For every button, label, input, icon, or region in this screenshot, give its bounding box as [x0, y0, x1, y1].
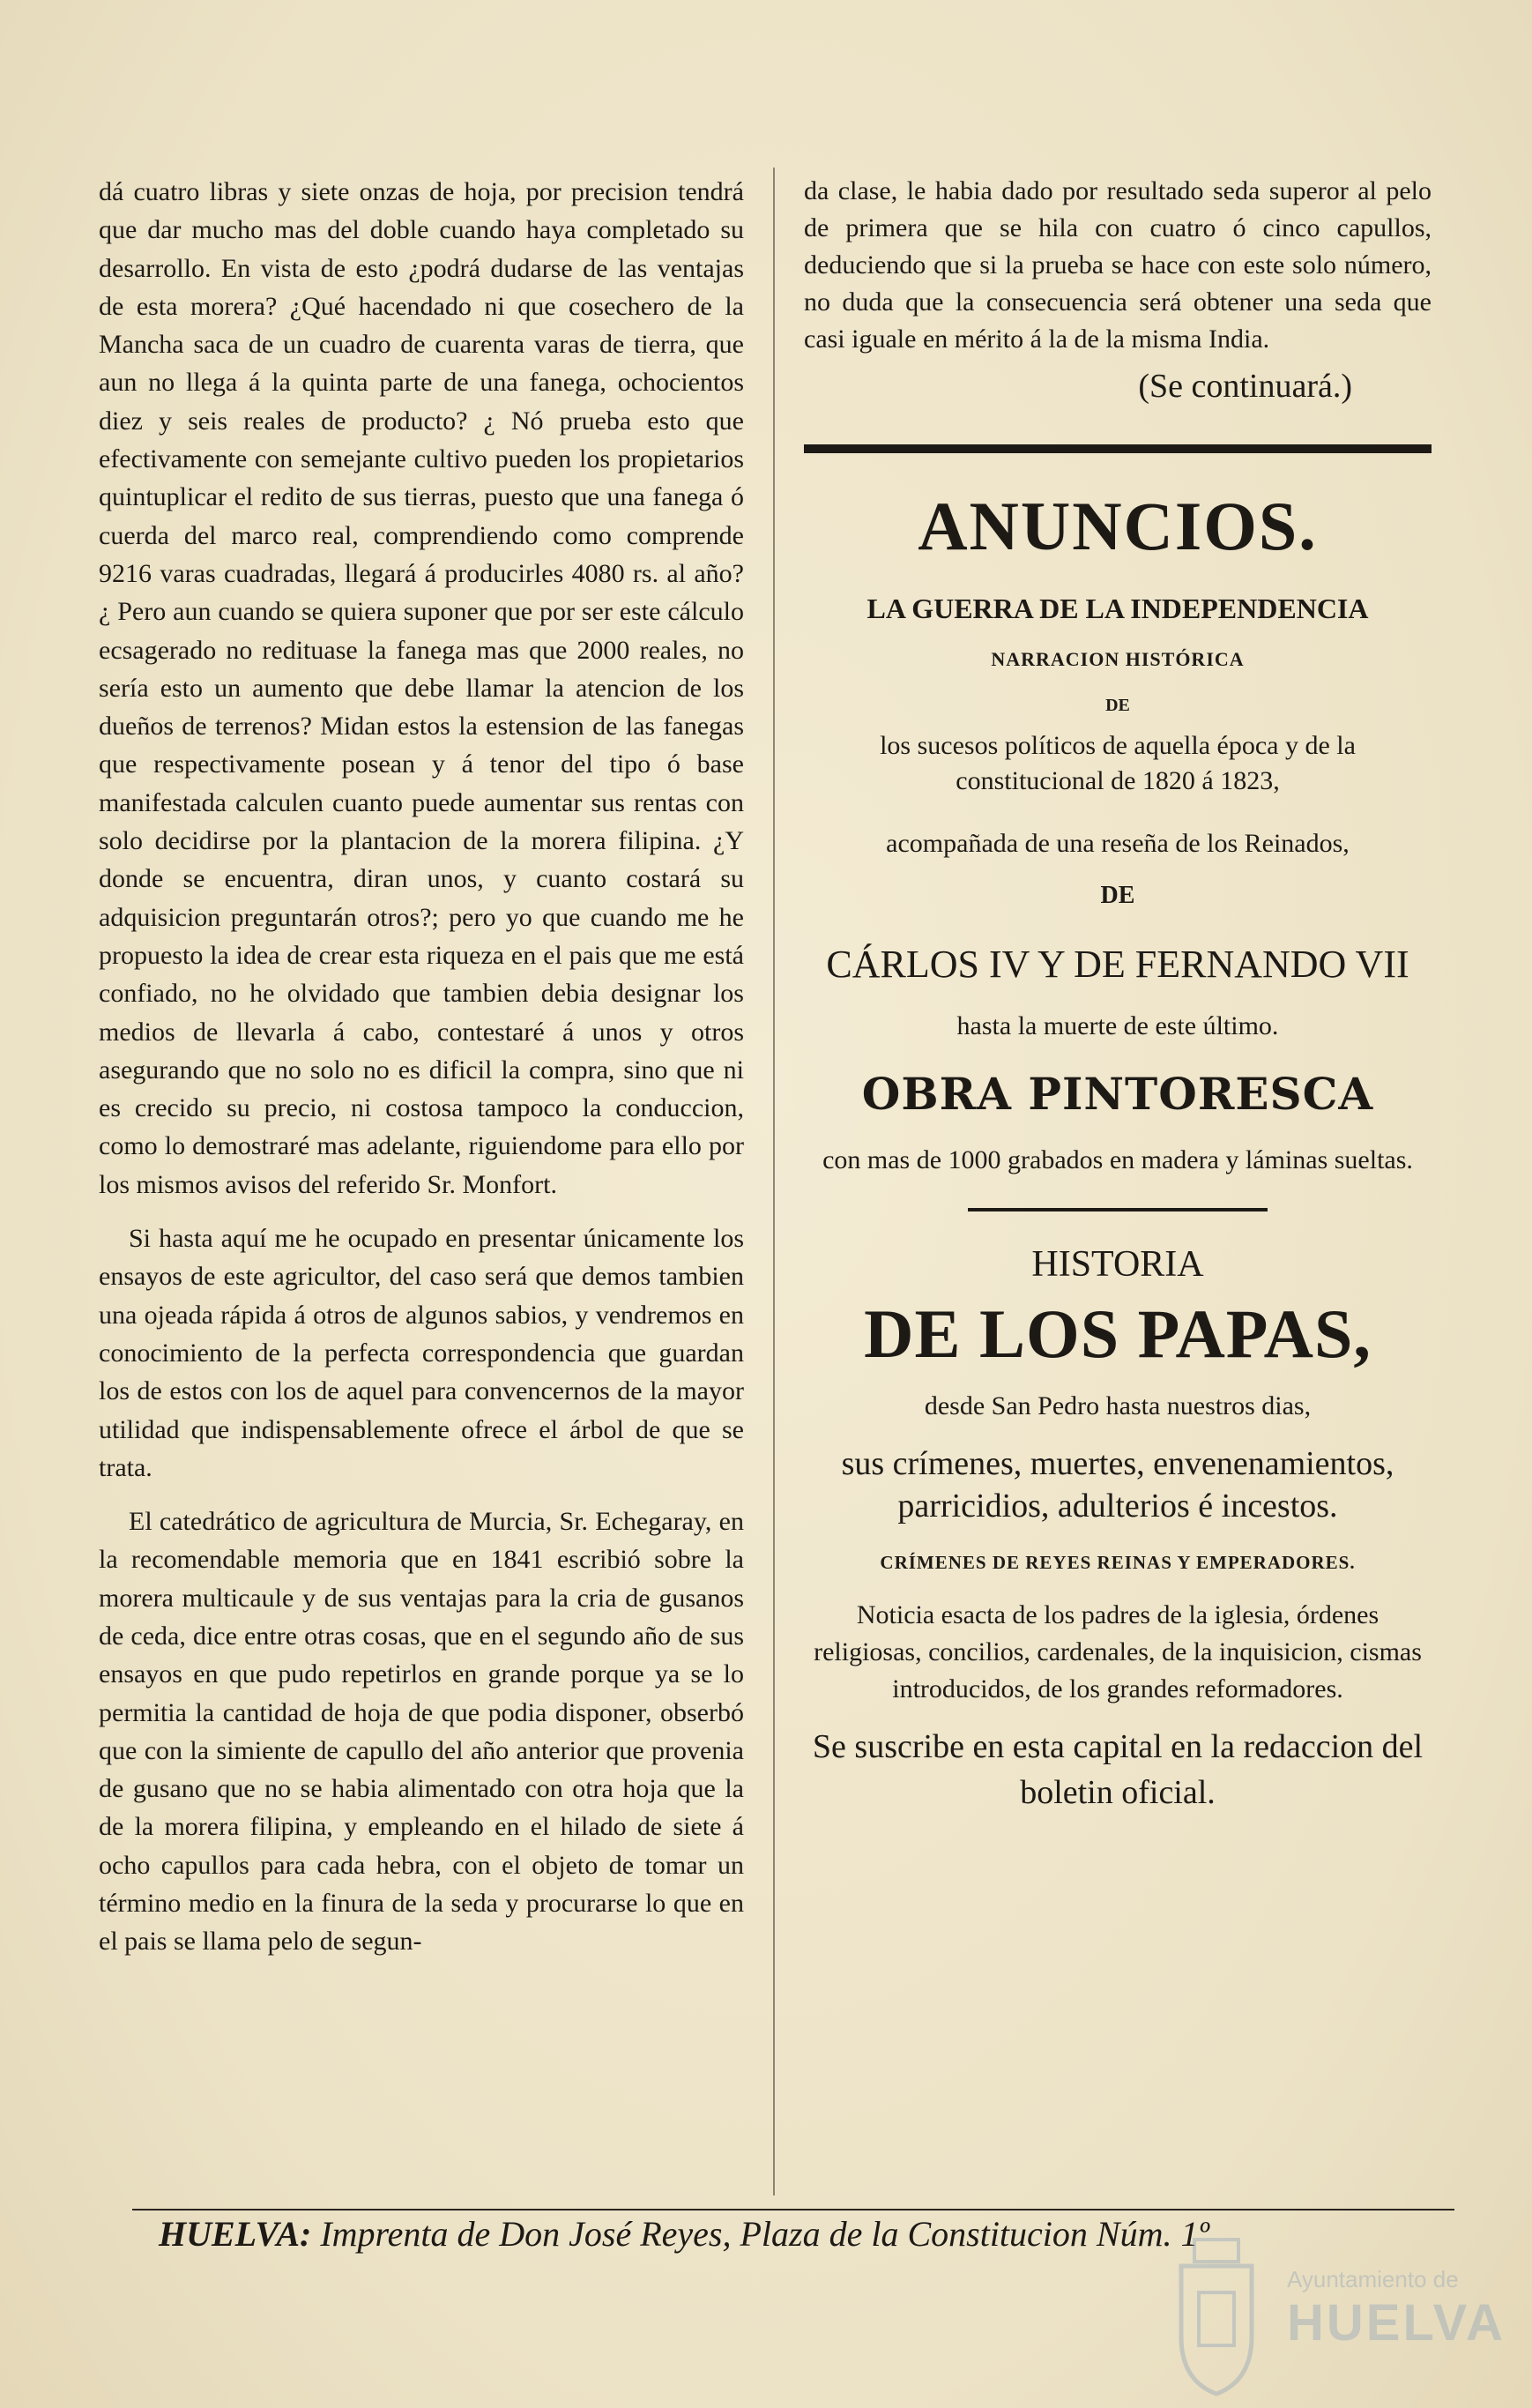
ad2-crimenes: sus crímenes, muertes, envenenamientos, parricidios, adulterios é incestos.: [841, 1445, 1394, 1525]
right-continuation-text: da clase, le habia dado por resultado seda superor al pelo de primera que se hila con cuatro ó cinco capullos, deduciendo que si la prueba se hace con este solo número, no duda que la consecuencia será obtener una seda que casi iguale en mérito á la de la misma India.: [804, 176, 1432, 354]
watermark-line-2: HUELVA: [1287, 2294, 1506, 2352]
ad-historia-papas: [804, 1243, 1432, 1815]
ad2-papas: DE LOS PAPAS,: [864, 1295, 1372, 1372]
ayuntamiento-watermark: [1164, 2231, 1506, 2398]
ad1-obra-pintoresca: OBRA PINTORESCA: [861, 1068, 1374, 1120]
footer-imprint: Imprenta de Don José Reyes, Plaza de la Constitucion Núm. 1º: [320, 2214, 1209, 2254]
ad1-reyes: CÁRLOS IV Y DE FERNANDO VII: [826, 943, 1409, 986]
watermark-line-1: Ayuntamiento de: [1287, 2266, 1459, 2292]
left-paragraph-2: Si hasta aquí me he ocupado en presentar únicamente los ensayos de este agricultor, del caso será que demos tambien una ojeada rápida á otros de algunos sabios, y vendremos en conocimiento de la perfecta correspondencia que guardan los de estos con los de aquel para convencernos de la mayor utilidad que indispensablemente ofrece el árbol de que se trata.: [99, 1224, 744, 1482]
right-column: [804, 173, 1432, 1815]
shield-icon: [1164, 2231, 1269, 2398]
ad1-subtitle: NARRACION HISTÓRICA: [991, 648, 1245, 670]
ad2-suscribe: Se suscribe en esta capital en la redaccion del boletin oficial.: [812, 1728, 1424, 1811]
left-paragraph-1: dá cuatro libras y siete onzas de hoja, por precision tendrá que dar mucho mas del doble cuando haya completado su desarrollo. En vista de esto ¿podrá dudarse de las ventajas de esta morera? ¿Qué hacendado ni que cosechero de la Mancha saca de un cuadro de cuarenta varas de tierra, que aun no llega á la quinta parte de una fanega, ochocientos diez y seis reales de producto? ¿ Nó prueba esto que efectivamente con semejante cultivo pueden los propietarios quintuplicar el redito de sus tierras, puesto que una fanega ó cuerda del marco real, comprendiendo como comprende 9216 varas cuadradas, llegará á producirles 4080 rs. al año? ¿ Pero aun cuando se quiera suponer que por ser este cálculo ecsagerado no redituase la fanega mas que 2000 reales, no sería esto un aumento que debe llamar la atencion de los dueños de terrenos? Midan estos la estension de las fanegas que respectivamente posean y á tenor del tipo ó base manifestada calculen cuanto puede aumentar sus rentas con solo decidirse por la plantacion de la morera filipina. ¿Y donde se encuentra, diran unos, y cuanto costará su adquisicion preguntarán otros?; pero yo que cuando me he propuesto la idea de crear esta riqueza en el pais que me está confiado, no he olvidado que tambien debia designar los medios de llevarla á cabo, contestaré á unos y otros asegurando que no solo no es dificil la compra, sino que ni es crecido su precio, ni costosa tampoco la conduccion, como lo demostraré mas adelante, riguiendome para ello por los mismos avisos del referido Sr. Monfort.: [99, 177, 744, 1199]
ad1-grabados: con mas de 1000 grabados en madera y láminas sueltas.: [822, 1145, 1413, 1174]
se-continuara: (Se continuará.): [1138, 368, 1352, 405]
ad1-acompanada: acompañada de una reseña de los Reinados,: [886, 829, 1350, 858]
ad-guerra-independencia: [804, 593, 1432, 1178]
anuncios-heading: ANUNCIOS.: [918, 488, 1318, 564]
ad-divider: [968, 1208, 1268, 1211]
ad2-noticia: Noticia esacta de los padres de la iglesia, órdenes religiosas, concilios, cardenales, de la inquisicion, cismas introducidos, de los grandes reformadores.: [814, 1600, 1422, 1703]
section-rule: [804, 444, 1432, 453]
ad1-sucesos: los sucesos políticos de aquella época y de la constitucional de 1820 á 1823,: [880, 731, 1356, 795]
ad1-title: LA GUERRA DE LA INDEPENDENCIA: [866, 593, 1369, 624]
left-column: [99, 173, 744, 1961]
column-divider: [773, 168, 775, 2196]
ad1-de-1: DE: [1105, 696, 1130, 715]
footer-city: HUELVA:: [159, 2214, 312, 2254]
ad2-desde: desde San Pedro hasta nuestros dias,: [924, 1391, 1312, 1420]
ad1-hasta: hasta la muerte de este último.: [956, 1011, 1279, 1040]
ad2-historia: HISTORIA: [1031, 1244, 1204, 1285]
ad1-de-2: DE: [1100, 882, 1135, 909]
left-paragraph-3: El catedrático de agricultura de Murcia, Sr. Echegaray, en la recomendable memoria que en 1841 escribió sobre la morera multicaule y de sus ventajas para la cria de gusanos de ceda, dice entre otras cosas, que en el segundo año de sus ensayos en que pudo repetirlos en grande porque ya se lo permitia la cantidad de hoja de que podia disponer, obserbó que con la simiente de capullo del año anterior que provenia de gusano que no se habia alimentado con otra hoja que la de la morera filipina, y empleando en el hilado de siete á ocho capullos para cada hebra, con el objeto de tomar un término medio en la finura de la seda y procurarse lo que en el pais se llama pelo de segun-: [99, 1507, 744, 1957]
ad2-crimenes-reyes: CRÍMENES DE REYES REINAS Y EMPERADORES.: [880, 1552, 1356, 1573]
footer-rule: [132, 2209, 1454, 2210]
